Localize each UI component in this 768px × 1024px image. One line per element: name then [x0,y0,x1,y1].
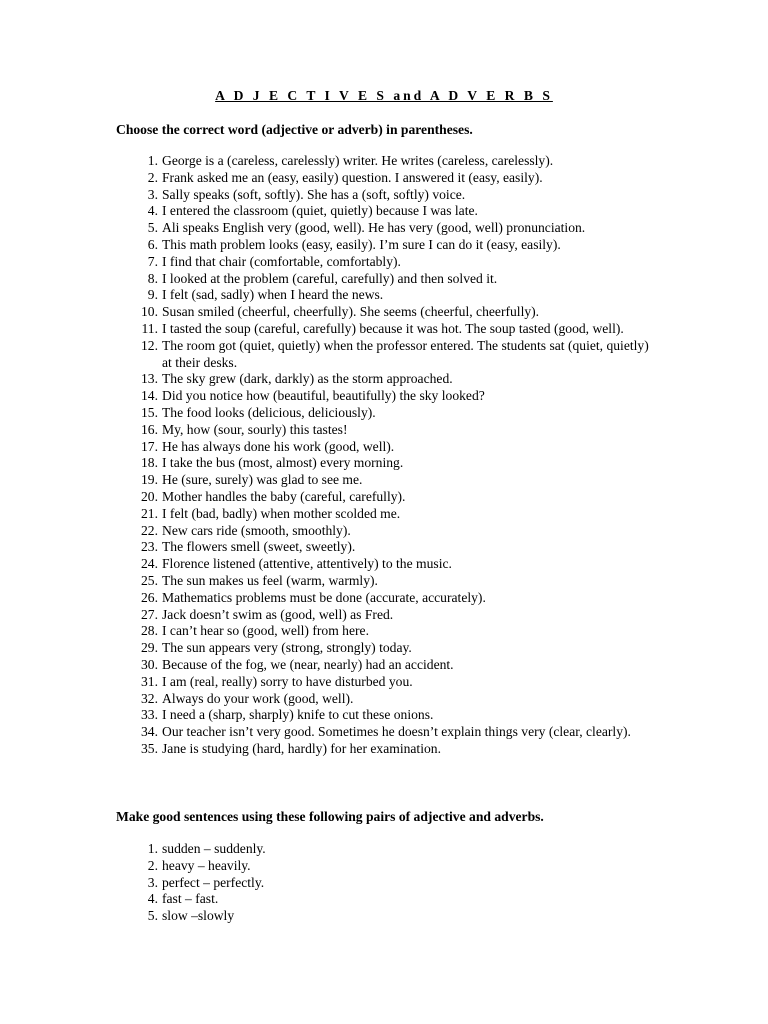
item-text: George is a (careless, carelessly) writer. He writes (careless, carelessly). [162,153,554,168]
item-text: Mathematics problems must be done (accurate, accurately). [162,589,486,605]
item-text: Always do your work (good, well). [162,690,354,706]
item-number: 16. [141,421,158,437]
item-number: 25. [141,572,158,588]
item-text: heavy – heavily. [162,857,251,873]
item-text: The room got (quiet, quietly) when the professor entered. The students sat (quiet, quietly) at their desks. [162,337,649,370]
item-number: 7. [147,253,158,269]
list-item [0,623,652,640]
list-item [0,254,652,271]
item-text: I am (real, really) sorry to have disturbed you. [162,673,413,689]
list-item [0,220,652,237]
item-number: 1. [147,841,158,856]
item-number: 8. [147,270,158,286]
section2-instruction: Make good sentences using these following pairs of adjective and adverbs. [116,809,544,824]
item-text: I felt (bad, badly) when mother scolded me. [162,505,401,521]
item-number: 3. [147,186,158,202]
list-item [0,304,652,321]
list-item [0,607,652,624]
list-item [0,203,652,220]
list-item [0,287,652,304]
list-item [0,573,652,590]
list-item [0,338,652,372]
item-number: 21. [141,505,158,521]
item-text: Susan smiled (cheerful, cheerfully). She seems (cheerful, cheerfully). [162,304,540,320]
item-text: slow –slowly [162,908,235,924]
item-text: The sky grew (dark, darkly) as the storm approached. [162,371,453,387]
list-item [0,707,652,724]
item-text: The food looks (delicious, deliciously). [162,404,376,420]
item-text: I tasted the soup (careful, carefully) because it was hot. The soup tasted (good, well). [162,320,624,336]
item-number: 27. [141,606,158,622]
item-text: Did you notice how (beautiful, beautifully) the sky looked? [162,388,485,404]
item-text: I find that chair (comfortable, comfortably). [162,253,401,269]
item-text: The flowers smell (sweet, sweetly). [162,539,356,555]
section1-instruction: Choose the correct word (adjective or adverb) in parentheses. [116,122,473,137]
word-pairs-list [0,841,768,925]
item-number: 10. [141,304,158,320]
item-text: Our teacher isn’t very good. Sometimes he doesn’t explain things very (clear, clearly). [162,724,631,740]
list-item [0,187,652,204]
item-number: 29. [141,640,158,656]
item-number: 32. [141,690,158,706]
list-item [0,674,652,691]
item-text: He (sure, surely) was glad to see me. [162,472,363,488]
page-title: A D J E C T I V E S and A D V E R B S [215,88,553,103]
item-number: 17. [141,438,158,454]
list-item [0,321,652,338]
list-item [0,455,652,472]
item-number: 2. [147,857,158,873]
item-number: 5. [147,220,158,236]
list-item [0,858,652,875]
item-number: 4. [147,891,158,907]
list-item [0,875,652,892]
list-item [0,422,652,439]
list-item [0,371,652,388]
item-text: The sun makes us feel (warm, warmly). [162,572,378,588]
exercise-list [0,153,768,758]
item-number: 13. [141,371,158,387]
item-text: Sally speaks (soft, softly). She has a (soft, softly) voice. [162,186,466,202]
list-item [0,388,652,405]
list-item [0,405,652,422]
item-text: I felt (sad, sadly) when I heard the news. [162,287,384,303]
item-text: Ali speaks English very (good, well). He has very (good, well) pronunciation. [162,220,586,236]
item-text: I entered the classroom (quiet, quietly) because I was late. [162,203,478,219]
item-text: My, how (sour, sourly) this tastes! [162,421,348,437]
item-text: Because of the fog, we (near, nearly) had an accident. [162,656,454,672]
item-number: 19. [141,472,158,488]
item-text: I need a (sharp, sharply) knife to cut these onions. [162,707,434,723]
list-item [0,590,652,607]
item-text: Mother handles the baby (careful, carefully). [162,488,406,504]
list-item [0,841,652,858]
list-item [0,724,652,741]
item-number: 26. [141,589,158,605]
item-number: 5. [147,908,158,924]
item-number: 6. [147,236,158,252]
list-item [0,657,652,674]
item-number: 11. [141,320,158,336]
item-number: 1. [147,153,158,168]
item-number: 9. [147,287,158,303]
item-number: 12. [141,337,158,353]
item-number: 20. [141,488,158,504]
item-number: 22. [141,522,158,538]
item-text: Jack doesn’t swim as (good, well) as Fred. [162,606,394,622]
item-number: 14. [141,388,158,404]
item-number: 2. [147,169,158,185]
item-number: 15. [141,404,158,420]
list-item [0,472,652,489]
item-number: 33. [141,707,158,723]
item-number: 18. [141,455,158,471]
item-text: I can’t hear so (good, well) from here. [162,623,369,639]
list-item [0,271,652,288]
list-item [0,237,652,254]
list-item [0,539,652,556]
list-item [0,153,652,170]
item-number: 4. [147,203,158,219]
item-text: The sun appears very (strong, strongly) today. [162,640,412,656]
list-item [0,640,652,657]
list-item [0,170,652,187]
item-number: 3. [147,874,158,890]
list-item [0,741,652,758]
list-item [0,523,652,540]
item-text: Florence listened (attentive, attentively) to the music. [162,556,452,572]
item-text: This math problem looks (easy, easily). I’m sure I can do it (easy, easily). [162,236,561,252]
item-number: 24. [141,556,158,572]
list-item [0,691,652,708]
list-item [0,908,652,925]
item-text: Jane is studying (hard, hardly) for her examination. [162,740,441,756]
list-item [0,891,652,908]
list-item [0,489,652,506]
item-text: New cars ride (smooth, smoothly). [162,522,351,538]
item-text: I looked at the problem (careful, carefully) and then solved it. [162,270,498,286]
item-text: I take the bus (most, almost) every morning. [162,455,404,471]
item-number: 28. [141,623,158,639]
list-item [0,556,652,573]
item-text: He has always done his work (good, well). [162,438,395,454]
item-number: 31. [141,673,158,689]
item-text: perfect – perfectly. [162,874,265,890]
item-number: 34. [141,724,158,740]
item-text: fast – fast. [162,891,219,907]
list-item [0,506,652,523]
item-number: 30. [141,656,158,672]
item-text: Frank asked me an (easy, easily) question. I answered it (easy, easily). [162,169,543,185]
item-number: 35. [141,740,158,756]
item-text: sudden – suddenly. [162,841,266,856]
list-item [0,439,652,456]
item-number: 23. [141,539,158,555]
